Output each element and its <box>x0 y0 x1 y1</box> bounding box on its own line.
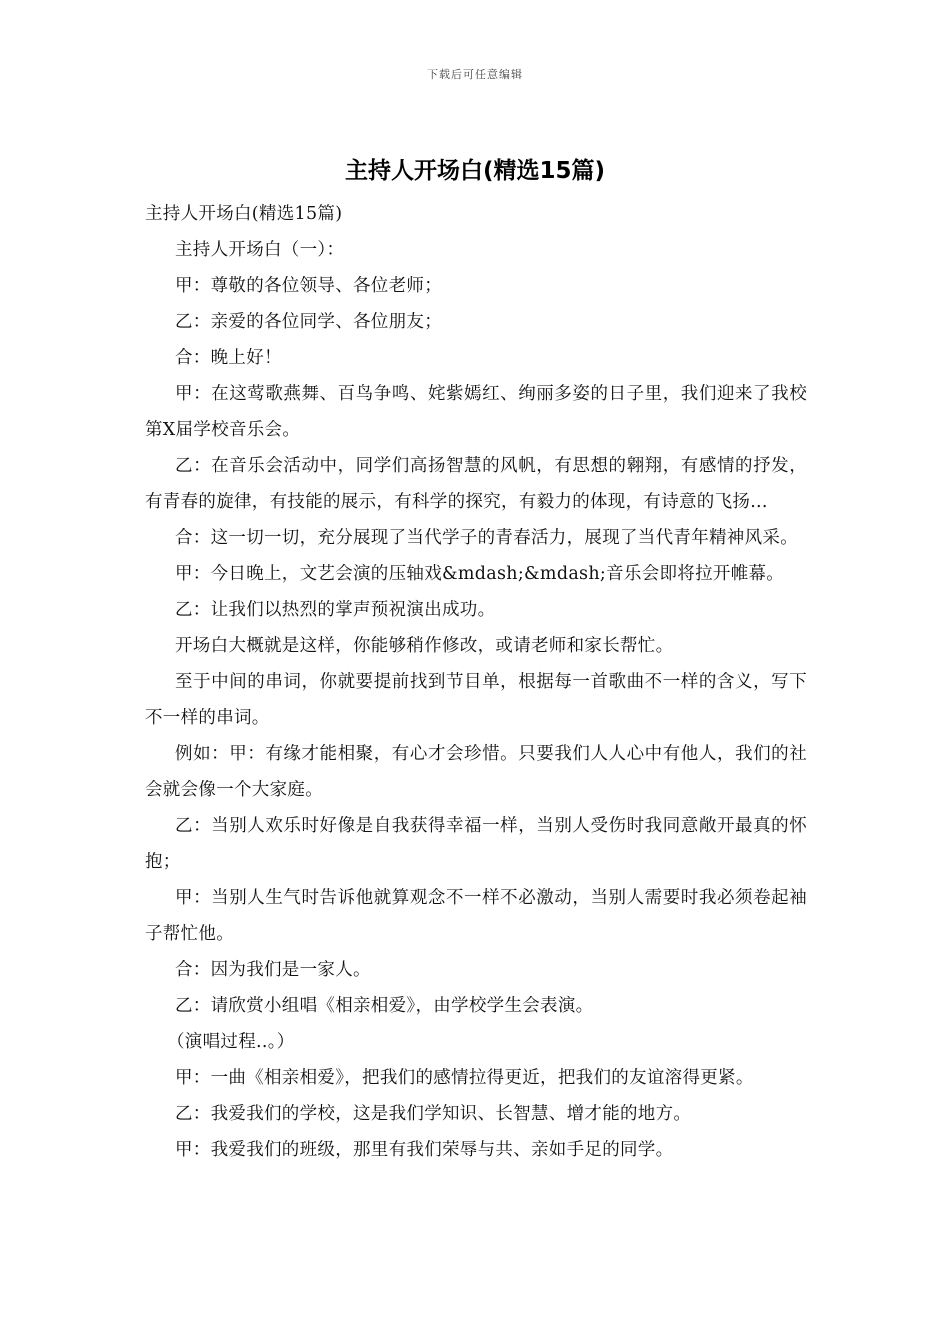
body-paragraph: 乙：请欣赏小组唱《相亲相爱》，由学校学生会表演。 <box>175 996 594 1016</box>
header-note: 下载后可任意编辑 <box>427 68 523 81</box>
section-heading: 主持人开场白（一）： <box>175 240 345 260</box>
body-paragraph: 乙：亲爱的各位同学、各位朋友； <box>175 312 442 332</box>
body-paragraph: 合：晚上好！ <box>175 348 282 368</box>
body-paragraph: 甲：在这莺歌燕舞、百鸟争鸣、姹紫嫣红、绚丽多姿的日子里，我们迎来了我校第X届学校音乐会。 <box>145 384 807 440</box>
body-paragraph: 乙：让我们以热烈的掌声预祝演出成功。 <box>175 600 496 620</box>
body-paragraph: 开场白大概就是这样，你能够稍作修改，或请老师和家长帮忙。 <box>175 636 674 656</box>
body-paragraph: 甲：当别人生气时告诉他就算观念不一样不必激动，当别人需要时我必须卷起袖子帮忙他。 <box>145 888 807 944</box>
body-paragraph: （演唱过程..。） <box>167 1032 295 1052</box>
body-paragraph: 甲：我爱我们的班级，那里有我们荣辱与共、亲如手足的同学。 <box>175 1140 674 1160</box>
body-paragraph: 合：这一切一切，充分展现了当代学子的青春活力，展现了当代青年精神风采。 <box>175 528 798 548</box>
body-paragraph: 甲：尊敬的各位领导、各位老师； <box>175 276 442 296</box>
document-body <box>145 196 807 1168</box>
body-paragraph: 乙：当别人欢乐时好像是自我获得幸福一样，当别人受伤时我同意敞开最真的怀抱； <box>145 816 807 872</box>
body-paragraph: 至于中间的串词，你就要提前找到节目单，根据每一首歌曲不一样的含义，写下不一样的串词。 <box>145 672 807 728</box>
body-paragraph: 合：因为我们是一家人。 <box>175 960 371 980</box>
subtitle-paragraph: 主持人开场白(精选15篇) <box>145 204 343 224</box>
body-paragraph: 乙：在音乐会活动中，同学们高扬智慧的风帆，有思想的翱翔，有感情的抒发，有青春的旋律，有技能的展示，有科学的探究，有毅力的体现，有诗意的飞扬... <box>145 456 807 512</box>
document-title: 主持人开场白(精选15篇) <box>344 158 606 184</box>
body-paragraph: 乙：我爱我们的学校，这是我们学知识、长智慧、增才能的地方。 <box>175 1104 692 1124</box>
body-paragraph: 甲：今日晚上，文艺会演的压轴戏&mdash;&mdash;音乐会即将拉开帷幕。 <box>175 564 785 584</box>
body-paragraph: 甲：一曲《相亲相爱》，把我们的感情拉得更近，把我们的友谊溶得更紧。 <box>175 1068 754 1088</box>
body-paragraph: 例如：甲：有缘才能相聚，有心才会珍惜。只要我们人人心中有他人，我们的社会就会像一个大家庭。 <box>145 744 807 800</box>
